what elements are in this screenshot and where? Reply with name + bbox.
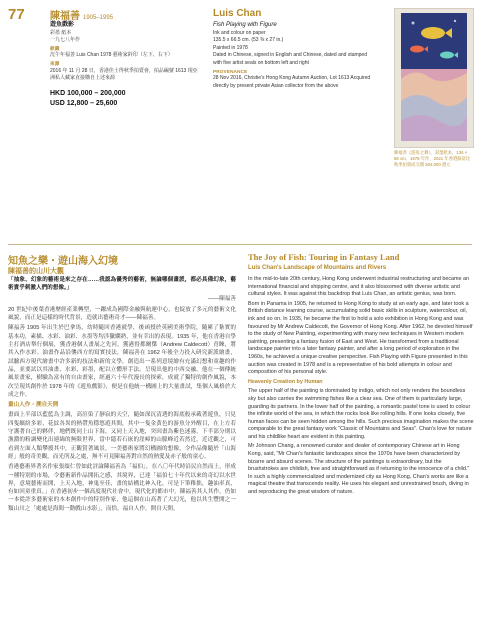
inscription-zh: 沈午年福善 Luis Chan 1978 藝術家鈐印（左下、右下） <box>50 52 173 59</box>
medium-zh: 彩墨 紙本 <box>50 29 72 36</box>
year-zh: 一九七八年作 <box>50 37 81 44</box>
medium-en: Ink and colour on paper <box>213 29 266 36</box>
essay-quote-source-zh: ——陳福善 <box>208 295 236 302</box>
estimate-usd: USD 12,800 – 25,600 <box>50 99 118 107</box>
size-en: 135.5 x 66.5 cm. (53 ⅜ x 27 in.) <box>213 37 284 44</box>
artist-name-zh-text: 陳福善 <box>50 11 80 22</box>
essay-paragraph-zh-3: 畫面上半部以藍藍為主調，高渲染了靜寂的天空，隨如深沉清透的海底般承載著遊魚，只見四隻繽紛多彩，花紋各異的熱帶魚穩悠遊其間，其中一隻金黃色的游魚分外醒目，在上方若守護著自己的夥伴，地們既同上山下海，又同上天入地，突因畫為紫色迷霧，下半部分則以漁濃的粉調變化出連綿的無限世界，當中隱若石嵌的崖嶂的山脈峰近若然近，近近觀之，可看到左面人類攀援其中，正觀賞著風景，一美藝術家將幻構圖的想像，令作品像隨於「山海經」般的奇美觀，而光所及之處，無不可見陳福善對自然的熱愛及赤子般的童心。 <box>8 412 236 460</box>
essay-paragraph-en-3: The upper half of the painting is dominated by indigo, which not only renders the boundless sky but also carries the swimming fishes like a clear sea. One of them is particularly large, guarding its partners. In the lower half of the painting, a romantic pastel tone is used to colour the infinite world of the sea, in which the rocks look like rolling hills. If one looks closely, five human faces can be seen hidden among the hills. Such precious imagination makes the scene comparable to the great fantasy work "Classic of Mountains and Seas". Chan's love for nature and his childlike heart are evident in this painting. <box>248 388 474 440</box>
estimate-hkd: HKD 100,000 – 200,000 <box>50 89 126 97</box>
essay-body-zh <box>8 276 236 515</box>
provenance-label-zh: 來源 <box>50 60 60 66</box>
essay-body-en <box>248 276 474 499</box>
painting-caption: 陳福善《游魚之舞》，彩墨紙本，136 × 68 cm，1978 年作，2021 年香港蘇富比秋季拍賣成交價 504,000 港元 <box>394 150 471 167</box>
painting-illustration <box>395 9 473 147</box>
lot-info-en <box>213 22 373 90</box>
essay-paragraph-zh-1: 20 世紀中後葉香港歷經產業轉型，一躍成為國際金融與航運中心，也綻放了多元的藝術文化風貌，而正是這樣的時代背景，造就出藝術奇才——陳福善。 <box>8 306 236 322</box>
section-divider <box>8 244 472 245</box>
essay-paragraph-en-1: In the mid-to-late 20th century, Hong Kong underwent industrial restructuring and became an international financial and shipping centre, and it also blossomed with diverse artistic and cultural styles. It was against this backdrop that Luis Chan, an artistic genius, was born. <box>248 276 470 298</box>
essay-section-heading-en: Heavenly Creation by Human <box>248 378 323 385</box>
essay-heading-zh: 知魚之樂・遊山海入幻境 <box>8 256 118 267</box>
title-en: Fish Playing with Figure <box>213 22 277 28</box>
artist-name-zh <box>50 7 113 22</box>
essay-section-heading-zh: 畫山人作・溯自天開 <box>8 402 59 409</box>
artist-dates: 1905–1995 <box>83 15 114 21</box>
essay-quote-zh: 「抽象、幻象的藝術是來之存在……我認為優秀的藝術，無論哪個畫派，都必具備幻象，藝術貴乎刺激人們的想像。」 <box>8 277 236 292</box>
provenance-en: 28 Nov 2016, Christie's Hong Kong Autumn Auction, Lot 1613 Acquired directly by present private Asian collector from the above <box>213 75 371 89</box>
essay-paragraph-en-4: Mr Johnson Chang, a renowned curator and dealer of contemporary Chinese art in Hong Kong, said, "Mr Chan's fantastic landscapes since the 1970s have been characterized by bizarre and absurd scenes. The structure of the paintings is extraordinary, but the brushstrokes are childish, free and straightforward as if returning to the innocence of a child." In such a highly commercialized and modernized city as Hong Kong, Chan's works are like a magical theatre that transcends reality. He uses his elegant and unrestrained brush, diving in and reproducing the great wisdom of nature. <box>248 443 470 496</box>
essay-subheading-zh: 陳福善的山川大觀 <box>8 268 64 275</box>
essay-paragraph-zh-4: 香港藝術界著名作家張頌仁曾如此評論陳福善為「福伯」，在八〇年代時沿民自然而上，形成一種特別的市場，令藝術新作品開拓之感，其境界，已達「福伯七十年代以來的奇幻以水世界，意境藝術而開，上天入地，神鬼至佳，畫的結構比神入化，可是下筆稚拙，趣油率真，有如回童重真。」在香港初步一個高度現代社會中，現代化的都市中，陳福善其人其作，仍如一本從許多藝術家的本本創作中的特別作家，他這個在山高著了大幻光，他以其生豐開之一類山川之「處處是海間一動戲山水影」，而恰，福自人作，開自天開。 <box>8 464 236 512</box>
painted-en: Painted in 1978 <box>213 44 248 51</box>
essay-paragraph-zh-2: 陳福善 1905 年出生於巴拿馬，幼時隨回香港就學，後函授於英國美術學院，隨累了紮實的基本功，素描、水彩、油彩、水墨等均涉獵嫻熟，並有幸出的表現。1935 年，他在香港自學主打酒店舉行個展，獲香港個人畫展之先河，獲港督都爾傑（Andrew Caldecott）青睞，將其入作水彩。油畫作品沿襲西方的寫實技法，陳福善在 1962 年後全力投入研究新派繪畫，試驗西方現代繪畫中許多新的技法和新的文學，創造出一系列意境繪有充滿幻想和童趣的作品，並要試以其油畫、水彩、彩墨，配以立體形手法，呈現出他的中西交融，他在一個傳統風景畫家，樹驗為富有的自由畫家，經過六十年代漫長的探索，成就了獨特的創作風貌，本次呈現其創作於 1978 年的《遊魚戲影》，便是在他統一構圖上的大量畫試，集個人風格於大成之作。 <box>8 325 236 398</box>
essay-paragraph-en-2: Born in Panama in 1905, he returned to Hong Kong to study at an early age, and later took a British distance learning course, accumulating solid basic skills in sculpture, watercolour, oil, ink and so on. In 1935, he became the first to hold a solo exhibition in Hong Kong and was favoured by Mr Andrew Caldecott, the Governor of Hong Kong. After 1962, he devoted himself to the study of New Painting, experimenting with many new techniques in Western modern painting, presenting a fantasy fusion of East and West. He transformed from a traditional landscape painter into a later fantasy painter, and after a long period of exploration in the 1960s, he achieved a unique creative perspective. Fish Playing with Figure presented in this auction was created in 1978 and is a representative of his bold attempts in colour and composition of his personal style. <box>248 300 473 376</box>
artist-name-en: Luis Chan <box>213 8 262 19</box>
dated-en: Dated in Chinese, signed in English and Chinese, dated and stamped with five artist seals on bottom left and right <box>213 52 367 66</box>
essay-subheading-en: Luis Chan's Landscape of Mountains and Rivers <box>248 265 387 271</box>
title-zh: 遊魚戲影 <box>50 22 75 28</box>
essay-heading-en: The Joy of Fish: Touring in Fantasy Land <box>248 252 400 262</box>
painting-image <box>394 8 474 148</box>
provenance-label-en: PROVENANCE <box>213 68 248 74</box>
lot-info-zh <box>50 22 200 109</box>
provenance-zh: 2016 年 11 月 28 日，香港佳士得秋季拍賣會，拍品編號 1613 現亞洲私人藏家直接購自上述來源 <box>50 67 198 82</box>
inscription-label-zh: 款識 <box>50 45 60 51</box>
lot-number: 77 <box>8 6 25 23</box>
